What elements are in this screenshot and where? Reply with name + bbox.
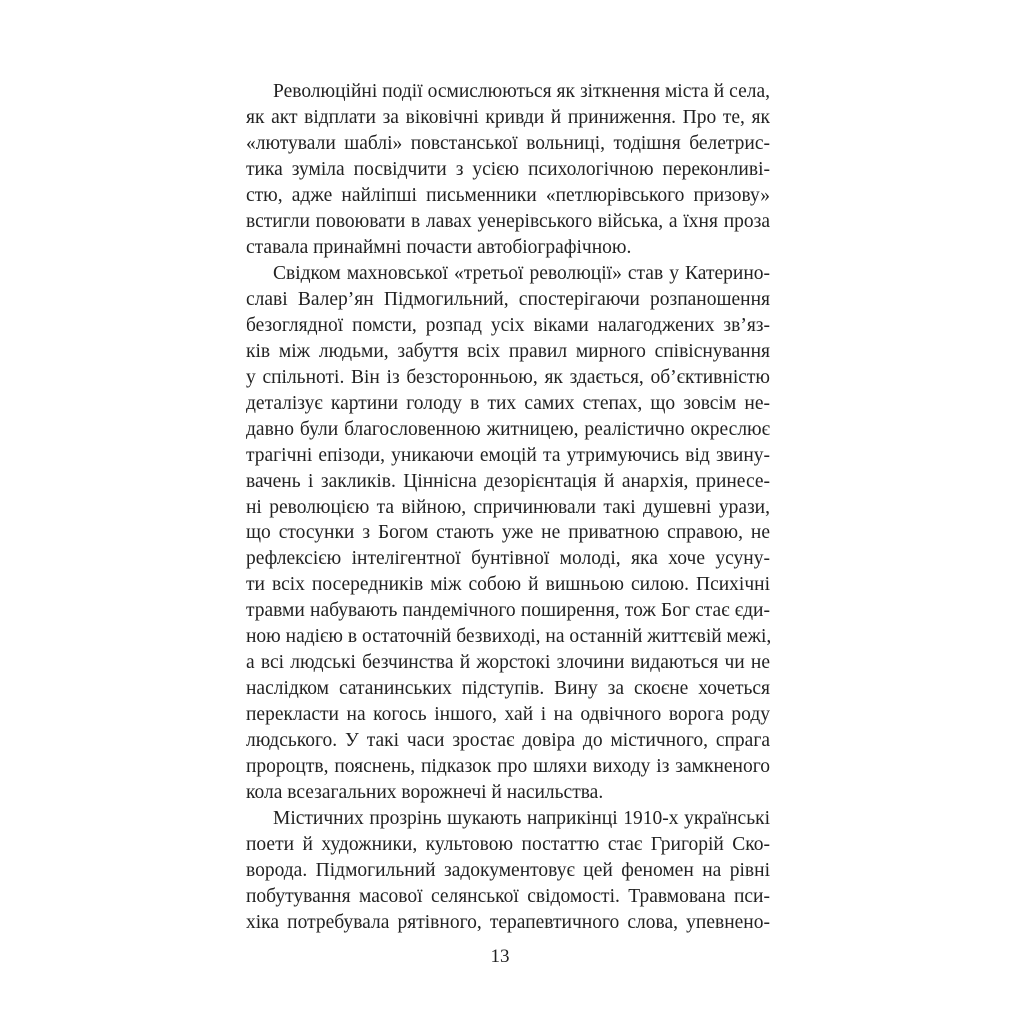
text-line: ворода. Підмогильний задокументовує цей феномен на рівні xyxy=(246,860,770,882)
text-line: безоглядної помсти, розпад усіх віками налагоджених зв’яз- xyxy=(246,314,770,336)
text-line: хіка потребувала рятівного, терапевтичного слова, упевнено- xyxy=(246,912,770,933)
text-line: ні революцією та війною, спричинювали такі душевні урази, xyxy=(246,496,770,518)
text-line: встигли повоювати в лавах уенерівського війська, а їхня проза xyxy=(246,210,770,232)
text-line: ставала принаймні почасти автобіографічною. xyxy=(246,236,632,258)
text-line: тика зуміла посвідчити з усією психологічною переконливі- xyxy=(246,158,770,180)
text-line: у спільноті. Він із безсторонньою, як здається, об’єктивністю xyxy=(246,366,770,388)
text-line: давно були благословенною житницею, реалістично окреслює xyxy=(246,418,770,440)
text-line: травми набувають пандемічного поширення, тож Бог стає єди- xyxy=(246,600,770,622)
text-line: трагічні епізоди, уникаючи емоцій та утримуючись від звину- xyxy=(246,444,770,466)
text-line: кола всезагальних ворожнечі й насильства. xyxy=(246,782,604,804)
text-line: славі Валер’ян Підмогильний, спостерігаючи розпаношення xyxy=(246,288,770,310)
text-line: ною надією в остаточній безвиході, на останній життєвій межі, xyxy=(246,626,772,648)
text-line: поети й художники, культовою постаттю стає Григорій Ско- xyxy=(246,834,770,856)
text-line: Революційні події осмислюються як зіткнення міста й села, xyxy=(273,81,770,102)
text-line: Містичних прозрінь шукають наприкінці 1910-х українські xyxy=(273,808,770,830)
body-text xyxy=(246,79,770,936)
page-number: 13 xyxy=(490,946,510,967)
text-line: ти всіх посередників між собою й вишньою силою. Психічні xyxy=(246,574,770,596)
paragraph-3 xyxy=(246,806,770,936)
text-line: а всі людські безчинства й жорстокі злочини видаються чи не xyxy=(246,652,770,674)
paragraph-2 xyxy=(246,261,770,806)
text-line: вачень і закликів. Ціннісна дезорієнтація й анархія, принесе- xyxy=(246,470,770,492)
text-line: що стосунки з Богом стають уже не приватною справою, не xyxy=(246,522,770,544)
text-line: перекласти на когось іншого, хай і на одвічного ворога роду xyxy=(246,704,770,726)
text-line: людського. У такі часи зростає довіра до містичного, спрага xyxy=(246,730,770,752)
text-line: «лютували шаблі» повстанської вольниці, тодішня белетрис- xyxy=(246,132,770,154)
text-line: Свідком махновської «третьої революції» став у Катерино- xyxy=(273,262,770,284)
text-line: деталізує картини голоду в тих самих степах, що зовсім не- xyxy=(246,392,770,414)
text-line: побутування масової селянської свідомості. Травмована пси- xyxy=(246,886,770,908)
text-line: як акт відплати за віковічні кривди й приниження. Про те, як xyxy=(246,106,770,128)
paragraph-1 xyxy=(246,79,770,261)
text-line: рефлексією інтелігентної бунтівної молоді, яка хоче усуну- xyxy=(246,548,770,570)
text-line: стю, адже найліпші письменники «петлюрівського призову» xyxy=(246,184,770,206)
text-line: ків між людьми, забуття всіх правил мирного співіснування xyxy=(246,340,770,362)
text-line: наслідком сатанинських підступів. Вину за скоєне хочеться xyxy=(246,678,770,700)
text-line: пророцтв, пояснень, підказок про шляхи виходу із замкненого xyxy=(246,756,770,778)
